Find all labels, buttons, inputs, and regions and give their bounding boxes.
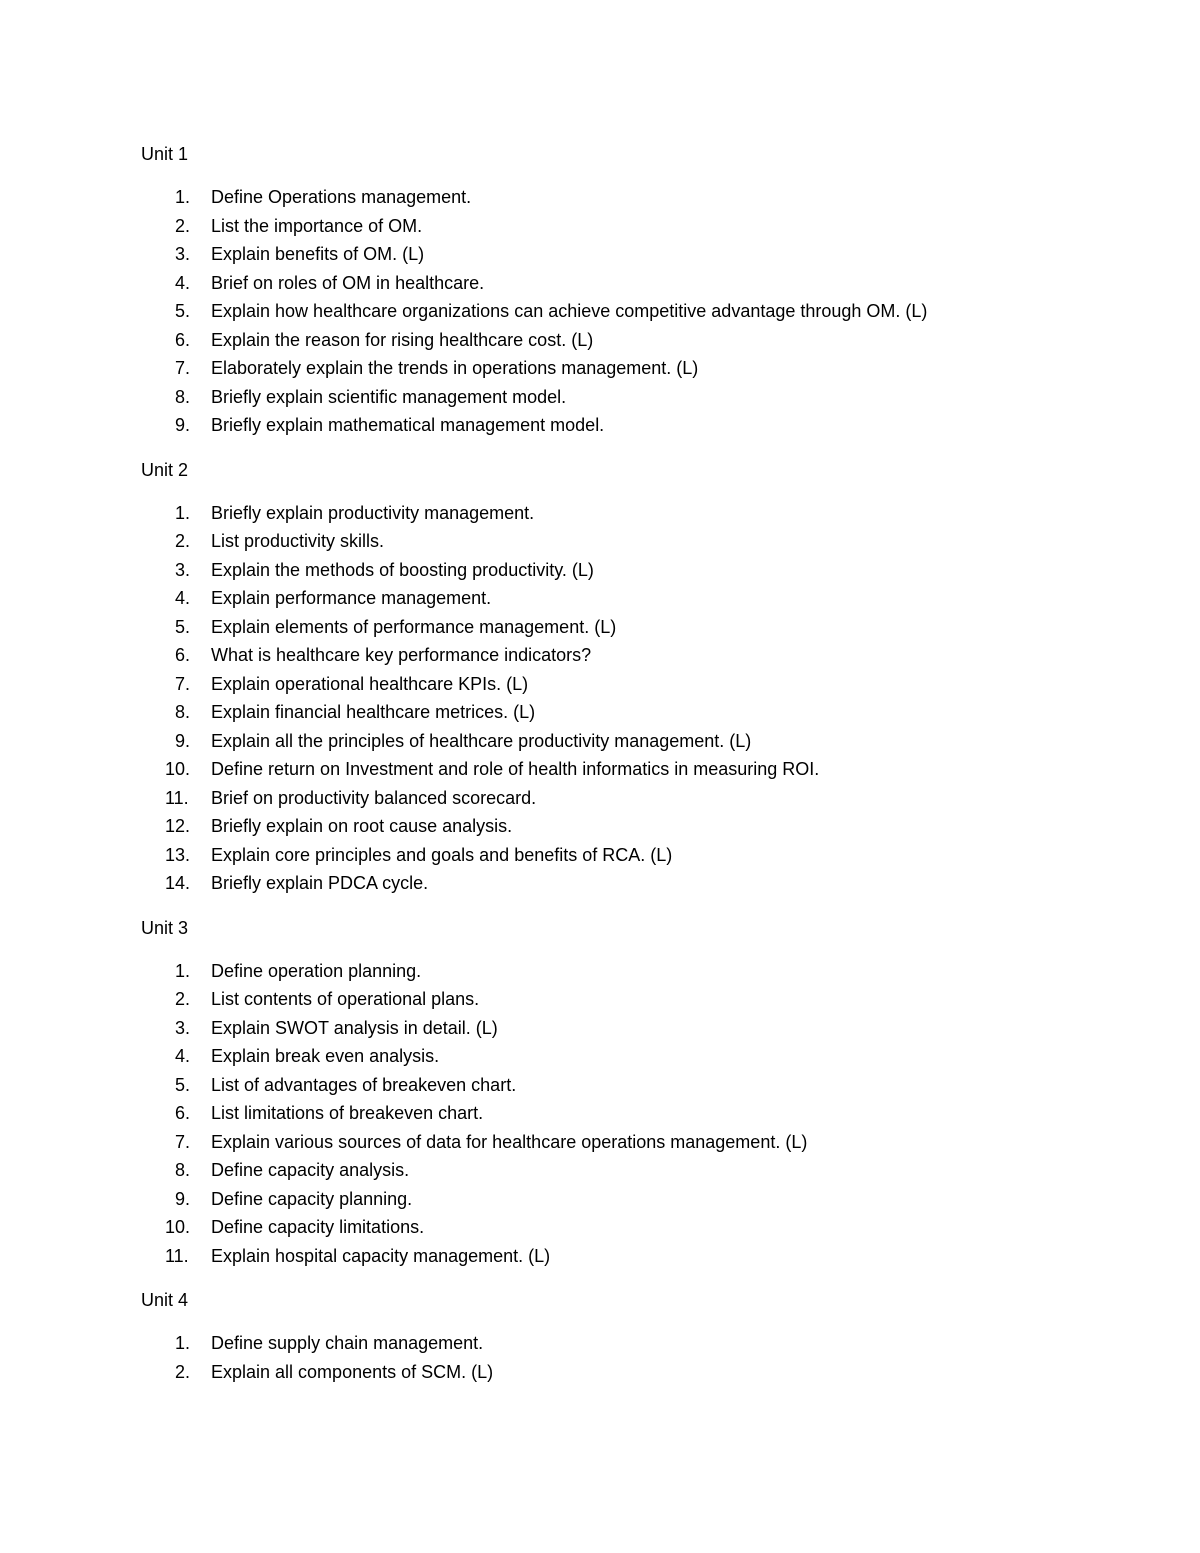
question-number: 3. <box>175 244 191 264</box>
question-number: 2. <box>175 1361 191 1382</box>
question-number: 8. <box>175 386 191 407</box>
question-item <box>141 869 1121 898</box>
question-text: Explain operational healthcare KPIs. (L) <box>211 673 529 694</box>
question-number: 10. <box>165 759 191 779</box>
question-text: List contents of operational plans. <box>211 989 480 1009</box>
question-text: Explain all components of SCM. (L) <box>211 1361 494 1382</box>
question-text: Explain elements of performance management. (L) <box>211 616 617 637</box>
unit-title: Unit 1 <box>141 144 189 164</box>
question-number: 6. <box>175 329 191 350</box>
question-item <box>141 240 1121 269</box>
question-text: Define Operations management. <box>211 187 472 207</box>
question-text: Explain performance management. <box>211 588 492 608</box>
question-item <box>141 755 1121 784</box>
question-item <box>141 1014 1121 1043</box>
question-text: Define capacity planning. <box>211 1188 413 1209</box>
question-number: 7. <box>175 673 191 694</box>
question-item <box>141 957 1121 986</box>
question-item <box>141 556 1121 585</box>
question-item <box>141 812 1121 841</box>
question-item <box>141 784 1121 813</box>
question-item <box>141 383 1121 412</box>
question-number: 3. <box>175 1017 191 1038</box>
question-number: 4. <box>175 272 191 293</box>
question-item <box>141 1213 1121 1242</box>
question-item <box>141 326 1121 355</box>
question-item <box>141 212 1121 241</box>
question-text: Define capacity analysis. <box>211 1160 410 1180</box>
question-number: 9. <box>175 730 191 751</box>
question-item <box>141 985 1121 1014</box>
question-text: List productivity skills. <box>211 531 385 551</box>
question-text: Explain hospital capacity management. (L) <box>211 1245 551 1266</box>
question-list <box>141 499 1121 898</box>
question-text: Explain all the principles of healthcare productivity management. (L) <box>211 730 752 751</box>
question-number: 12. <box>165 816 191 836</box>
question-number: 5. <box>175 1074 191 1095</box>
question-number: 7. <box>175 1131 191 1152</box>
unit-section <box>141 456 1121 898</box>
question-item <box>141 1329 1121 1358</box>
question-item <box>141 1128 1121 1157</box>
question-text: Explain the reason for rising healthcare cost. (L) <box>211 329 594 350</box>
question-number: 5. <box>175 301 191 321</box>
question-text: Explain benefits of OM. (L) <box>211 244 425 264</box>
question-item <box>141 1242 1121 1271</box>
unit-title: Unit 2 <box>141 459 189 480</box>
question-item <box>141 1358 1121 1387</box>
question-text: Explain break even analysis. <box>211 1046 440 1066</box>
question-number: 2. <box>175 531 191 551</box>
question-item <box>141 354 1121 383</box>
question-text: List the importance of OM. <box>211 215 423 236</box>
question-item <box>141 670 1121 699</box>
question-item <box>141 297 1121 326</box>
unit-title: Unit 3 <box>141 917 189 938</box>
question-number: 4. <box>175 1046 191 1066</box>
question-list <box>141 183 1121 440</box>
question-text: Elaborately explain the trends in operations management. (L) <box>211 358 699 378</box>
question-number: 2. <box>175 215 191 236</box>
question-number: 11. <box>165 787 189 808</box>
unit-section <box>141 914 1121 1271</box>
question-text: Explain financial healthcare metrices. (L) <box>211 702 536 722</box>
question-number: 14. <box>165 873 191 893</box>
question-number: 3. <box>175 559 191 580</box>
question-text: Explain core principles and goals and benefits of RCA. (L) <box>211 844 673 865</box>
question-text: What is healthcare key performance indicators? <box>211 645 592 665</box>
question-text: Brief on productivity balanced scorecard. <box>211 787 537 808</box>
question-text: Briefly explain productivity management. <box>211 502 535 523</box>
question-number: 8. <box>175 702 191 722</box>
question-number: 4. <box>175 588 191 608</box>
question-text: Explain how healthcare organizations can achieve competitive advantage through OM. (L) <box>211 301 928 321</box>
question-text: Define capacity limitations. <box>211 1217 425 1237</box>
question-number: 9. <box>175 1188 191 1209</box>
question-text: Briefly explain mathematical management model. <box>211 415 605 435</box>
unit-section <box>141 1286 1121 1386</box>
question-text: Briefly explain scientific management model. <box>211 386 567 407</box>
question-item <box>141 1099 1121 1128</box>
question-item <box>141 613 1121 642</box>
question-text: Explain the methods of boosting productivity. (L) <box>211 559 594 580</box>
unit-title: Unit 4 <box>141 1290 189 1310</box>
question-item <box>141 1071 1121 1100</box>
question-text: Briefly explain on root cause analysis. <box>211 816 513 836</box>
question-number: 1. <box>175 187 191 207</box>
question-item <box>141 727 1121 756</box>
question-text: List of advantages of breakeven chart. <box>211 1074 517 1095</box>
question-number: 1. <box>175 1333 191 1353</box>
question-number: 6. <box>175 645 191 665</box>
question-item <box>141 698 1121 727</box>
question-number: 11. <box>165 1245 189 1266</box>
question-number: 1. <box>175 960 191 981</box>
question-text: List limitations of breakeven chart. <box>211 1103 484 1123</box>
question-number: 8. <box>175 1160 191 1180</box>
question-item <box>141 527 1121 556</box>
question-item <box>141 641 1121 670</box>
unit-section <box>141 140 1121 440</box>
question-item <box>141 411 1121 440</box>
question-item <box>141 499 1121 528</box>
question-number: 13. <box>165 844 191 865</box>
question-list <box>141 957 1121 1271</box>
question-text: Define operation planning. <box>211 960 422 981</box>
question-number: 1. <box>175 502 191 523</box>
question-item <box>141 841 1121 870</box>
question-number: 2. <box>175 989 191 1009</box>
question-number: 5. <box>175 616 191 637</box>
question-item <box>141 1042 1121 1071</box>
question-text: Briefly explain PDCA cycle. <box>211 873 429 893</box>
question-item <box>141 269 1121 298</box>
question-number: 9. <box>175 415 191 435</box>
question-number: 6. <box>175 1103 191 1123</box>
question-number: 7. <box>175 358 191 378</box>
question-item <box>141 1185 1121 1214</box>
question-text: Define supply chain management. <box>211 1333 484 1353</box>
question-number: 10. <box>165 1217 191 1237</box>
question-item <box>141 1156 1121 1185</box>
question-item <box>141 183 1121 212</box>
question-text: Define return on Investment and role of health informatics in measuring ROI. <box>211 759 820 779</box>
question-text: Explain various sources of data for healthcare operations management. (L) <box>211 1131 808 1152</box>
question-text: Explain SWOT analysis in detail. (L) <box>211 1017 498 1038</box>
question-text: Brief on roles of OM in healthcare. <box>211 272 485 293</box>
question-item <box>141 584 1121 613</box>
document-content <box>141 140 1121 1402</box>
question-list <box>141 1329 1121 1386</box>
